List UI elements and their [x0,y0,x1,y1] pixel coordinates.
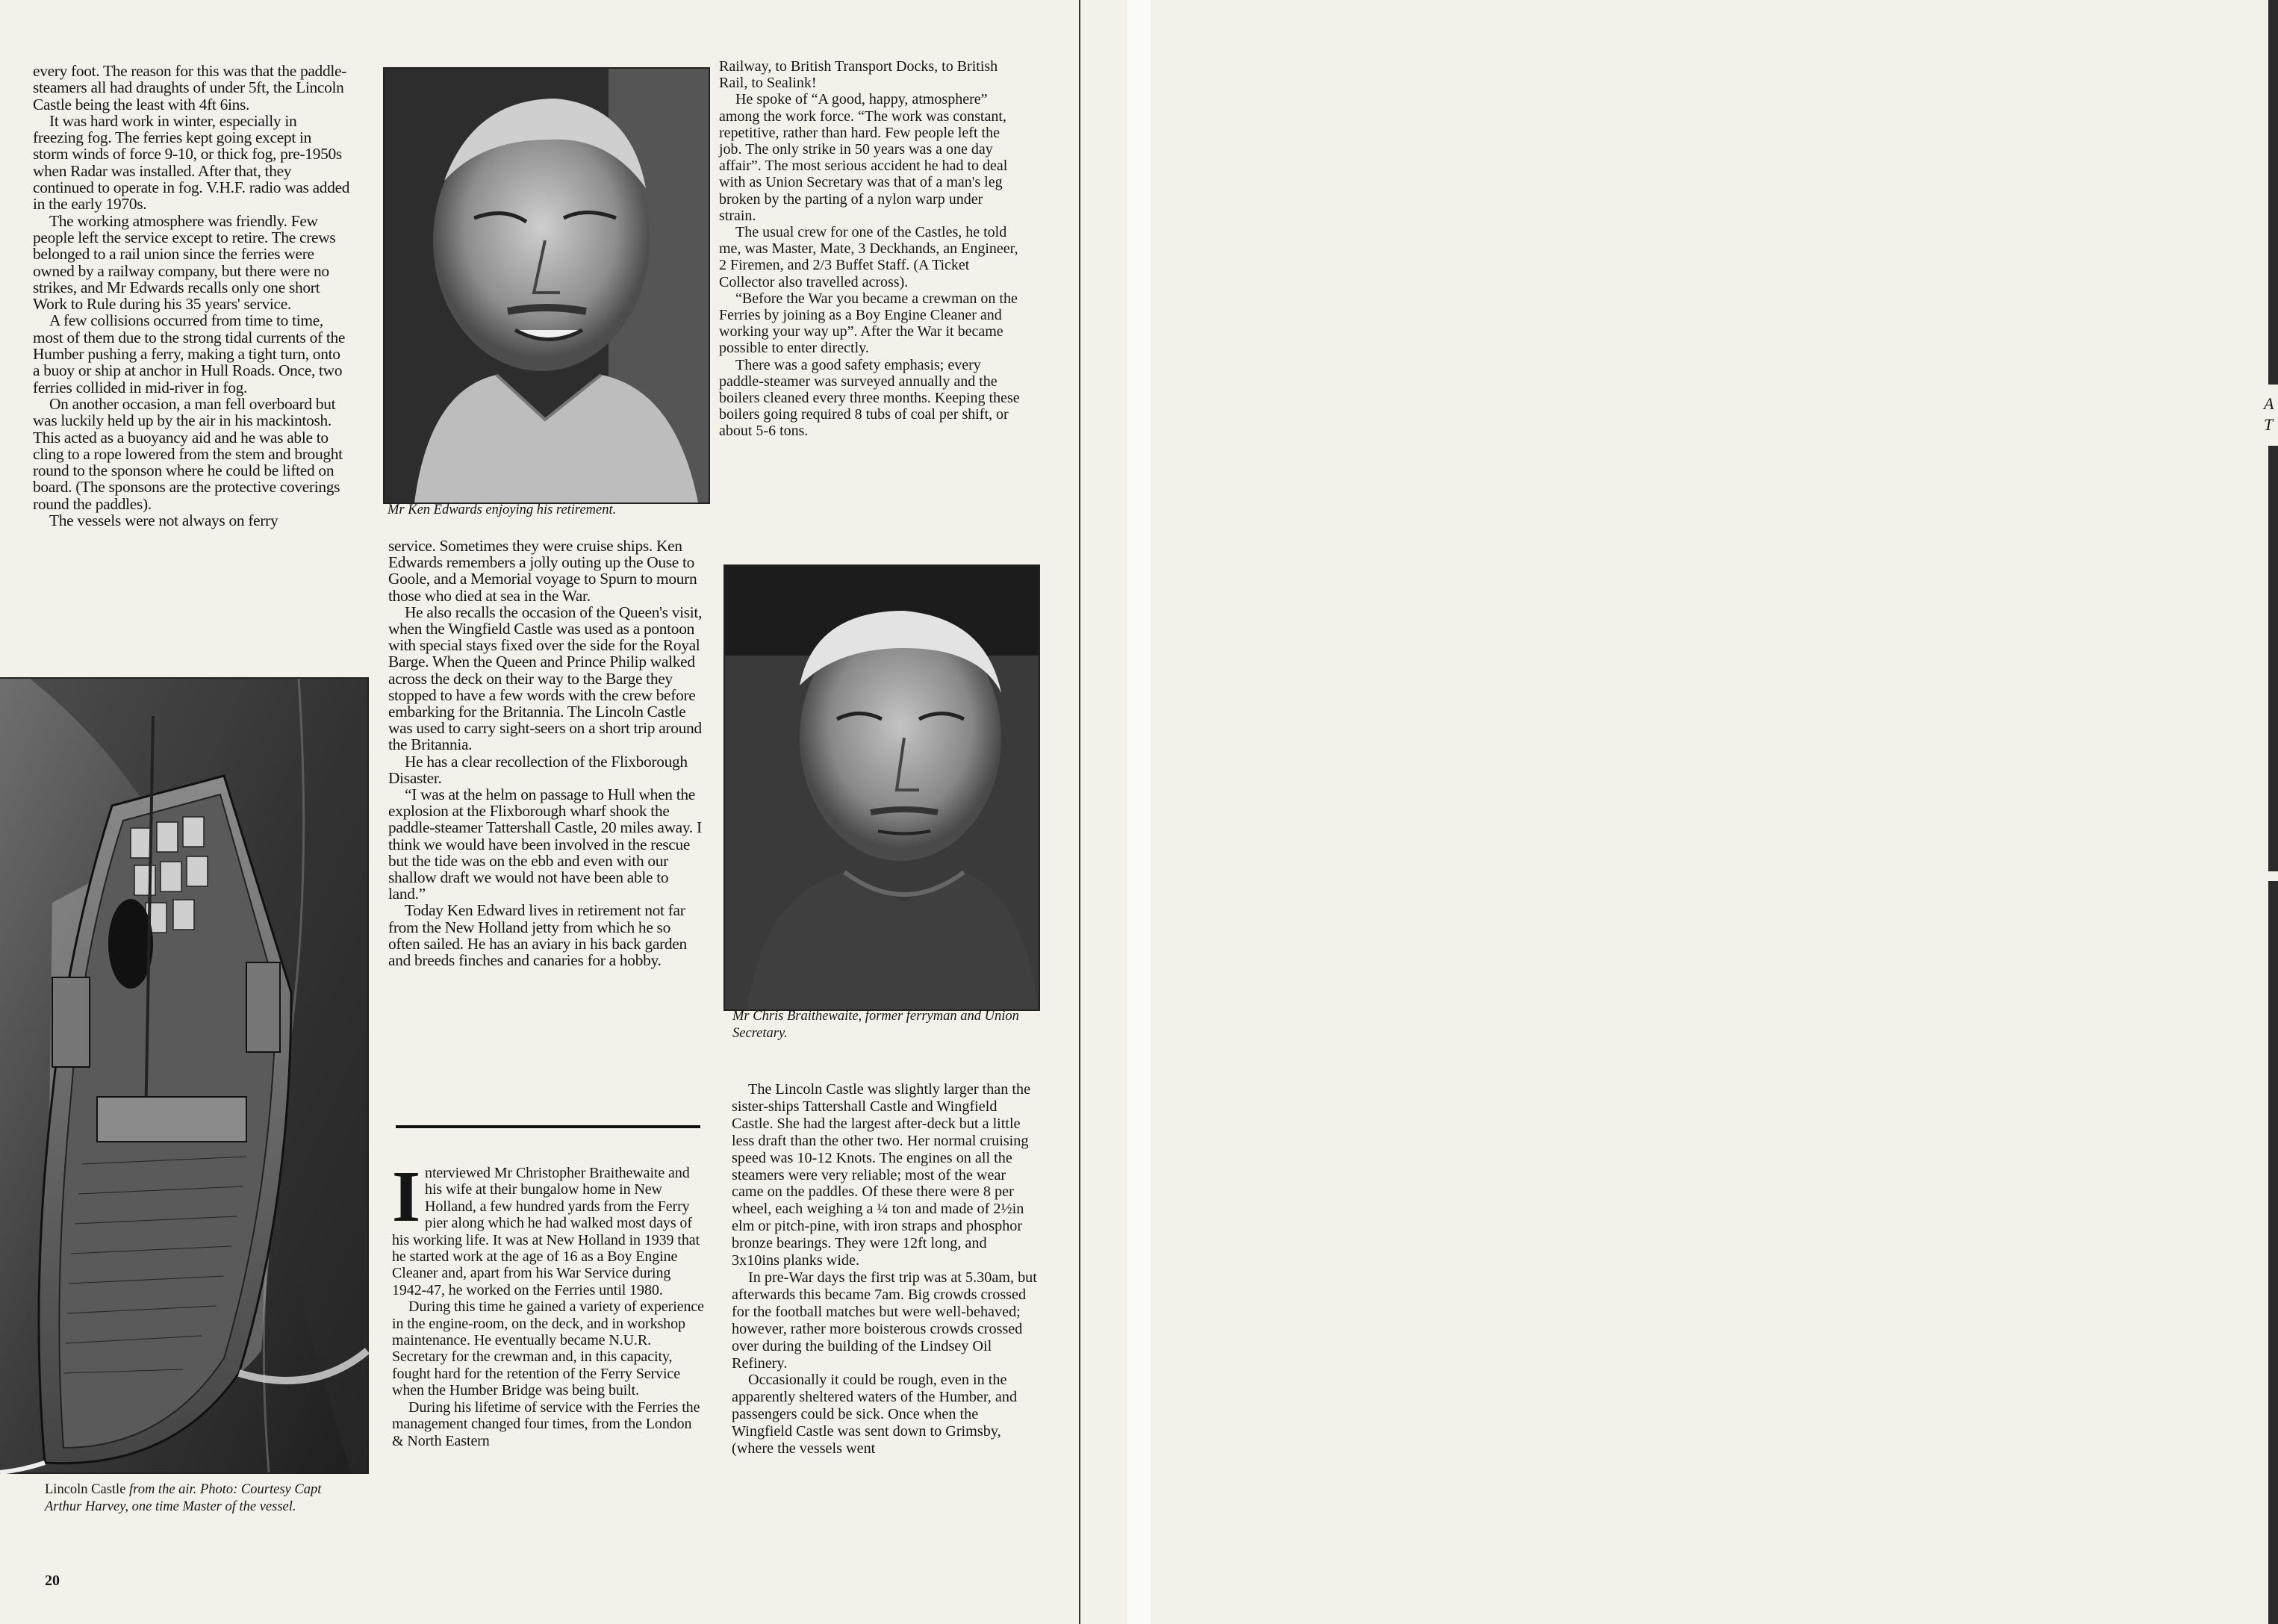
paragraph: On another occasion, a man fell overboard but was luckily held up by the air in his mackintosh. This acted as a buoyancy aid and he was able to cling to a rope lowered from the stem and brought round to the sponson where he could be lifted on board. (The sponsons are the protective coverings round the paddles). [33,394,343,513]
paragraph: every foot. The reason for this was that the paddle-steamers all had draughts of under 5ft, the Lincoln Castle being the least with 4ft 6ins. [33,62,346,113]
page-number: 20 [45,1572,60,1589]
paragraph: nterviewed Mr Christopher Braithewaite and his wife at their bungalow home in New Holland, a few hundred yards from the Ferry pier along which he had walked most days of his working life. It was at New Holland in 1939 that he started work at the age of 16 as a Boy Engine Cleaner and, apart from his War Service during 1942-47, he worked on the Ferries until 1980. [392,1165,700,1298]
paragraph: He also recalls the occasion of the Queen's visit, when the Wingfield Castle was used as a pontoon with special stays fixed over the side for the Royal Barge. When the Queen and Prince Philip walked across the deck on their way to the Barge they stopped to have a few words with the crew before embarking for the Britannia. The Lincoln Castle was used to carry sight-seers on a short trip around the Britannia. [388,603,703,754]
adjacent-page-photo-edge [2268,881,2278,1624]
paragraph: The working atmosphere was friendly. Few people left the service except to retire. The crews belonged to a rail union since the ferries were owned by a railway company, but there were no strikes, and Mr Edwards recalls only one short Work to Rule during his 35 years' service. [33,211,336,314]
paragraph: The Lincoln Castle was slightly larger than the sister-ships Tattershall Castle and Wingfield Castle. She had the largest after-deck but a little less draft than the other two. Her normal cruising speed was 10-12 Knots. The engines on all the steamers were very reliable; most of the wear came on the paddles. Of these there were 8 per wheel, each weighing a ¼ ton and made of 2½in elm or pitch-pine, with iron straps and phosphor bronze bearings. They were 12ft long, and 3x10ins planks wide. [732,1081,1031,1269]
article-column-1 [33,63,350,529]
chris-braithewaite-caption: Mr Chris Braithewaite, former ferryman and Union Secretary. [732,1009,1019,1041]
adjacent-page-letter: T [2264,415,2274,434]
quote-paragraph: “I was at the helm on passage to Hull when the explosion at the Flixborough wharf shook the paddle-steamer Tattershall Castle, 20 miles away. I think we would have been involved in the rescue but the tide was on the ebb and even with our shallow draft we would not have been able to land.” [388,785,702,903]
paragraph: There was a good safety emphasis; every paddle-steamer was surveyed annually and the boilers cleaned every three months. Keeping these boilers going required 8 tubs of coal per shift, or about 5-6 tons. [719,356,1020,440]
paragraph: He spoke of “A good, happy, atmosphere” among the work force. “The work was constant, repetitive, rather than hard. Few people left the job. The only strike in 50 years was a one day affair”. The most serious accident he had to deal with as Union Secretary was that of a man's leg broken by the parting of a nylon warp under strain. [719,91,1008,224]
adjacent-page-photo-edge [2268,0,2278,385]
paragraph: In pre-War days the first trip was at 5.30am, but afterwards this became 7am. Big crowds crossed for the football matches but were well-behaved; however, rather more boisterous crowds crossed over during the building of the Lindsey Oil Refinery. [732,1269,1037,1372]
chris-braithewaite-portrait-photo [723,564,1040,1011]
paragraph: Railway, to British Transport Docks, to British Rail, to Sealink! [719,58,998,92]
paragraph: Occasionally it could be rough, even in the apparently sheltered waters of the Humber, and passengers could be sick. Once when the Wingfield Castle was sent down to Grimsby, (where the vessels went [732,1372,1018,1457]
caption-text: from the air. Photo: Courtesy Capt Arthur Harvey, one time Master of the vessel. [45,1482,322,1514]
paragraph: During this time he gained a variety of experience in the engine-room, on the deck, and in workshop maintenance. He eventually became N.U.R. Secretary for the crewman and, in this capacity, fought hard for the retention of the Ferry Service when the Humber Bridge was being built. [392,1298,704,1399]
adjacent-page-photo-edge [2268,446,2278,871]
section-divider [396,1125,700,1128]
article-column-3-section-2 [732,1081,1038,1457]
drop-cap: I [392,1157,421,1237]
paragraph: Today Ken Edward lives in retirement not far from the New Holland jetty from which he so often sailed. He has an aviary in his back garden and breeds finches and canaries for a hobby. [388,901,687,970]
article-column-3 [719,58,1021,440]
adjacent-page-strip [1127,0,2274,1624]
ken-edwards-caption: Mr Ken Edwards enjoying his retirement. [388,503,617,517]
caption-vessel-name: Lincoln Castle [45,1482,126,1497]
article-column-2-section-2 [392,1157,704,1449]
paragraph: During his lifetime of service with the Ferries the management changed four times, from the London & North Eastern [392,1399,700,1449]
lincoln-castle-aerial-photo [0,677,369,1474]
paragraph: A few collisions occurred from time to time, most of them due to the strong tidal currents of the Humber pushing a ferry, making a tight turn, onto a buoy or ship at anchor in Hull Roads. Once, two ferries collided in mid-river in fog. [33,311,346,396]
quote-paragraph: “Before the War you became a crewman on the Ferries by joining as a Boy Engine Cleaner and working your way up”. After the War it became possible to enter directly. [719,290,1018,357]
paragraph: It was hard work in winter, especially in freezing fog. The ferries kept going except in storm winds of force 9-10, or thick fog, pre-1950s when Radar was installed. After that, they continued to operate in fog. V.H.F. radio was added in the early 1970s. [33,111,350,214]
article-column-2 [388,538,705,968]
paragraph: The usual crew for one of the Castles, he told me, was Master, Mate, 3 Deckhands, an Engineer, 2 Firemen, and 2/3 Buffet Staff. (A Ticket Collector also travelled across). [719,224,1018,290]
paragraph: The vessels were not always on ferry [49,511,278,530]
adjacent-page-letter: A [2264,394,2274,413]
lincoln-castle-caption [45,1481,351,1516]
ken-edwards-portrait-photo [383,67,710,504]
paragraph: He has a clear recollection of the Flixborough Disaster. [388,752,688,787]
paragraph: service. Sometimes they were cruise ships. Ken Edwards remembers a jolly outing up the Ouse to Goole, and a Memorial voyage to Spurn to mourn those who died at sea in the War. [388,537,697,605]
page-gutter-line [1079,0,1080,1624]
